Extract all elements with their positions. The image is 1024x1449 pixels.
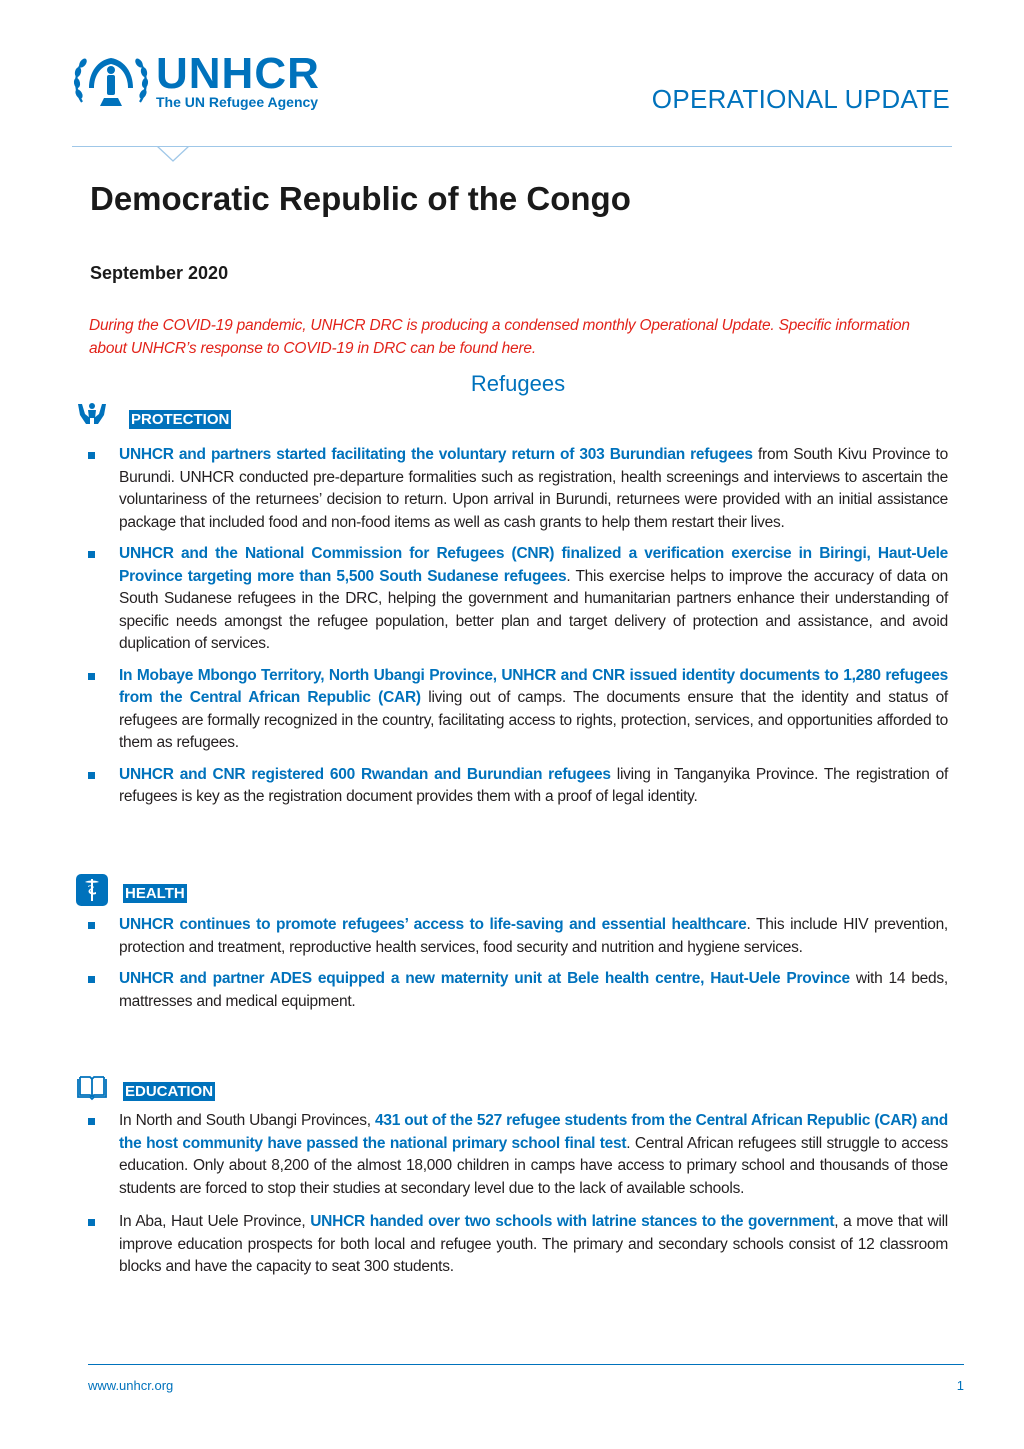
health-caduceus-icon bbox=[76, 874, 108, 906]
list-item: UNHCR continues to promote refugees’ access to life-saving and essential healthcare. This include HIV prevention, protection and treatment, reproductive health services, food security and nutrition and hygiene services. bbox=[0, 914, 1024, 959]
list-item: In Mobaye Mbongo Territory, North Ubangi Province, UNHCR and CNR issued identity documents to 1,280 refugees from the Central African Republic (CAR) living out of camps. The documents ensure that the identity and status of refugees are formally recognized in the country, facilitating access to rights, protection, services, and opportunities afforded to them as refugees. bbox=[0, 665, 1024, 755]
unhcr-logo bbox=[72, 48, 342, 114]
open-book-icon bbox=[76, 1072, 108, 1104]
highlight-text: UNHCR handed over two schools with latrine stances to the government bbox=[310, 1213, 835, 1230]
list-item: UNHCR and partners started facilitating the voluntary return of 303 Burundian refugees from South Kivu Province to Burundi. UNHCR conducted pre-departure formalities such as registration, health screenings and interviews to ascertain the voluntariness of the returnees’ decision to return. Upon arrival in Burundi, returnees were provided with an initial assistance package that included food and non-food items as well as cash grants to help them restart their lives. bbox=[0, 444, 1024, 534]
page-title: Democratic Republic of the Congo bbox=[90, 180, 631, 217]
covid-response-link[interactable]: here bbox=[501, 340, 532, 357]
health-list bbox=[0, 914, 1024, 1013]
covid-notice-text: During the COVID-19 pandemic, UNHCR DRC is producing a condensed monthly Operational Update. Specific information about UNHCR’s response to COVID-19 in DRC can be found bbox=[89, 317, 910, 357]
covid-notice bbox=[89, 314, 949, 360]
footer-divider bbox=[88, 1364, 964, 1365]
list-item: In Aba, Haut Uele Province, UNHCR handed over two schools with latrine stances to the government, a move that will improve education prospects for both local and refugee youth. The primary and secondary schools consist of 12 classroom blocks and have the capacity to seat 300 students. bbox=[0, 1211, 1024, 1279]
footer-website-link[interactable]: www.unhcr.org bbox=[88, 1378, 174, 1393]
highlight-text: UNHCR and the National Commission for Refugees (CNR) finalized a verification exercise in Biringi, Haut-Uele Province targeting more than 5,500 South Sudanese refugees bbox=[119, 545, 948, 585]
highlight-text: UNHCR and partners started facilitating the voluntary return of 303 Burundian refugees bbox=[119, 446, 753, 463]
section-title-refugees: Refugees bbox=[470, 371, 566, 396]
education-list bbox=[0, 1110, 1024, 1279]
list-item: In North and South Ubangi Provinces, 431 out of the 527 refugee students from the Central African Republic (CAR) and the host community have passed the national primary school final test. Central African refugees still struggle to access education. Only about 8,200 of the almost 18,000 children in camps have access to primary school and thousands of those students are forced to stop their studies at secondary level due to the lack of available schools. bbox=[0, 1110, 1024, 1200]
highlight-text: UNHCR continues to promote refugees’ access to life-saving and essential healthcare bbox=[119, 916, 747, 933]
unhcr-emblem-icon bbox=[72, 48, 150, 114]
section-label-protection: PROTECTION bbox=[131, 411, 230, 428]
protection-list bbox=[0, 444, 1024, 809]
unhcr-tagline: The UN Refugee Agency bbox=[156, 94, 319, 110]
section-label-health: HEALTH bbox=[125, 885, 185, 902]
highlight-text: UNHCR and CNR registered 600 Rwandan and Burundian refugees bbox=[119, 765, 611, 783]
highlight-text: UNHCR and partner ADES equipped a new maternity unit at Bele health centre, Haut-Uele Province bbox=[119, 970, 850, 987]
protection-hands-icon bbox=[76, 400, 108, 432]
chevron-down-icon bbox=[156, 146, 190, 164]
highlight-text: 431 out of the 527 refugee students from the Central African Republic (CAR) and the host community have passed the national primary school final test bbox=[119, 1112, 948, 1152]
highlight-text: In Mobaye Mbongo Territory, North Ubangi Province, UNHCR and CNR issued identity documents to 1,280 refugees from the Central African Republic (CAR) bbox=[119, 666, 948, 706]
list-item: UNHCR and CNR registered 600 Rwandan and Burundian refugees living in Tanganyika Province. The registration of refugees is key as the registration document provides them with a proof of legal identity. bbox=[0, 764, 1024, 809]
header-divider bbox=[72, 146, 952, 147]
section-label-education: EDUCATION bbox=[125, 1083, 214, 1100]
list-item: UNHCR and the National Commission for Refugees (CNR) finalized a verification exercise in Biringi, Haut-Uele Province targeting more than 5,500 South Sudanese refugees. This exercise helps to improve the accuracy of data on South Sudanese refugees in the DRC, helping the government and humanitarian partners enhance their understanding of specific needs amongst the refugee population, better plan and target delivery of protection and assistance, and avoid duplication of services. bbox=[0, 543, 1024, 656]
page-number: 1 bbox=[956, 1378, 964, 1393]
report-date: September 2020 bbox=[90, 263, 229, 283]
unhcr-wordmark: UNHCR bbox=[156, 49, 320, 98]
document-type-label: OPERATIONAL UPDATE bbox=[651, 84, 950, 114]
list-item: UNHCR and partner ADES equipped a new maternity unit at Bele health centre, Haut-Uele Province with 14 beds, mattresses and medical equipment. bbox=[0, 968, 1024, 1013]
covid-notice-end: . bbox=[531, 340, 536, 357]
